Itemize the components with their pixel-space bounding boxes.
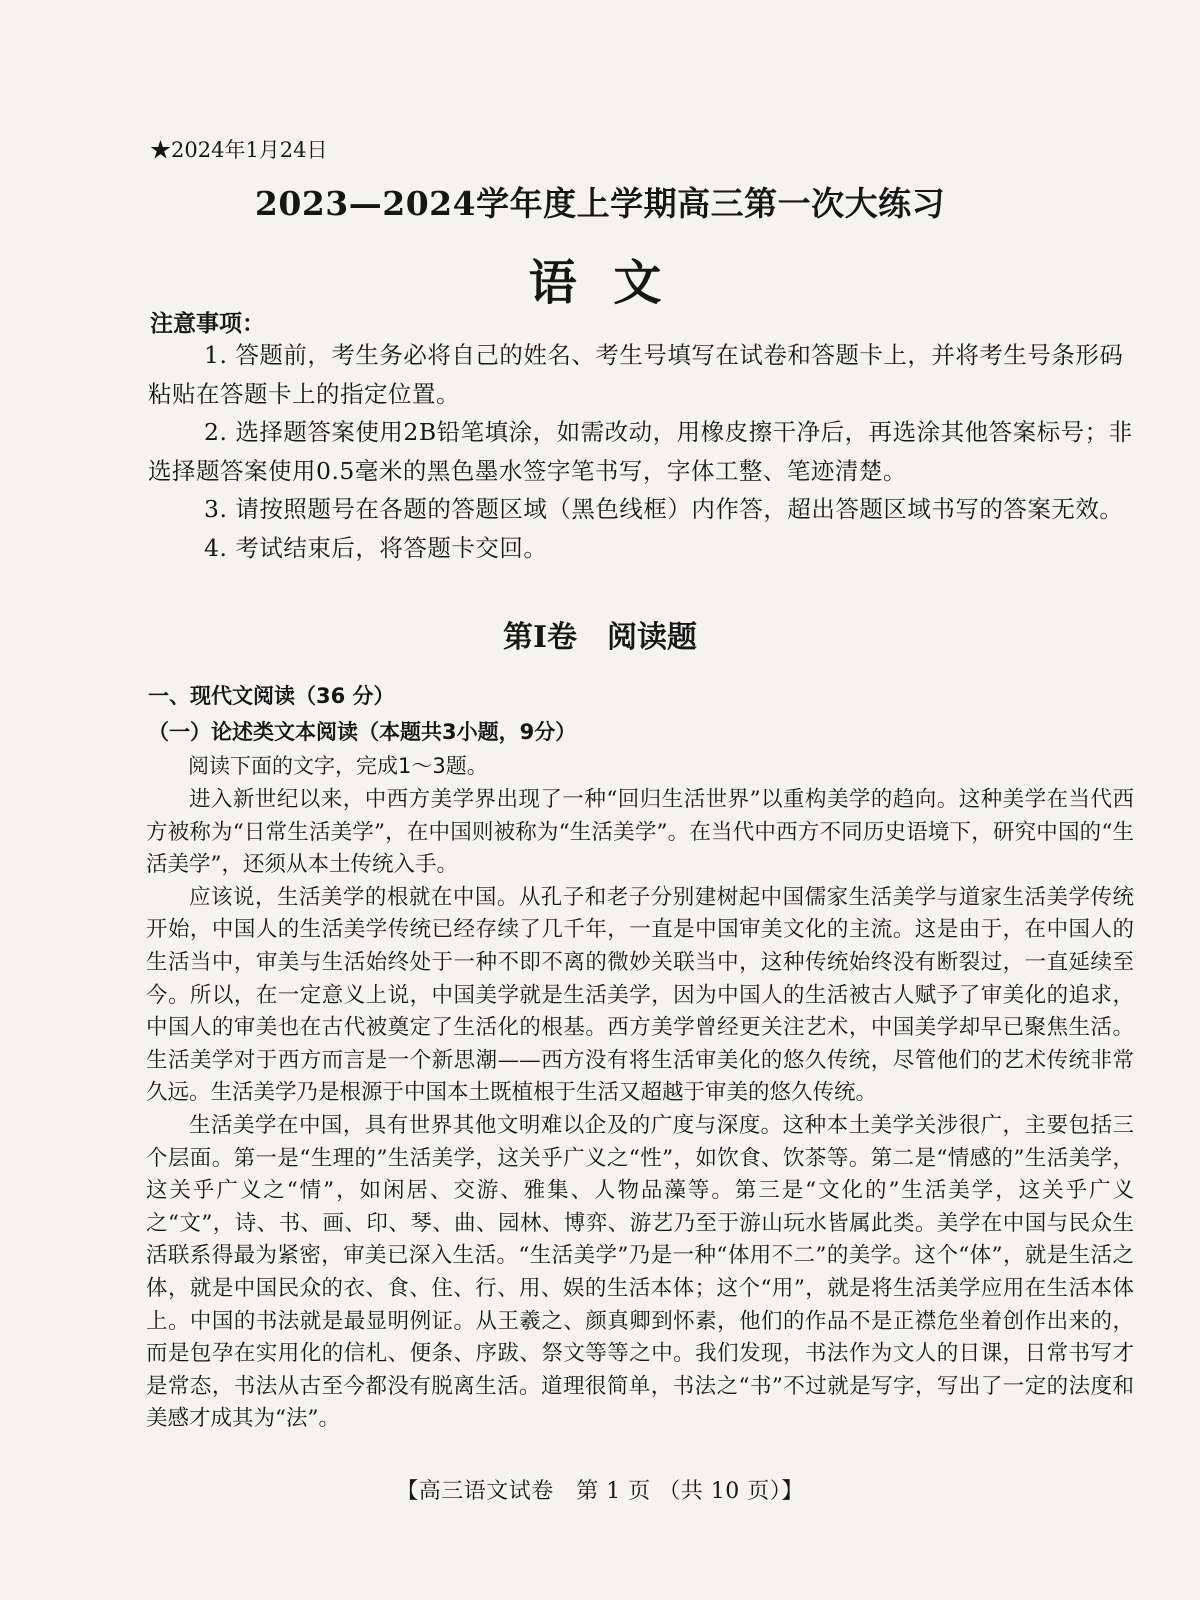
notice-item: 3. 请按照题号在各题的答题区域（黑色线框）内作答，超出答题区域书写的答案无效。 — [204, 495, 1124, 523]
page-footer: 【高三语文试卷 第 1 页 （共 10 页）】 — [396, 1479, 804, 1504]
passage-paragraph: 应该说，生活美学的根就在中国。从孔子和老子分别建树起中国儒家生活美学与道家生活美学传统开始，中国人的生活美学传统已经存续了几千年，一直是中国审美文化的主流。这是由于，在中国人的生活当中，审美与生活始终处于一种不即不离的微妙关联当中，这种传统始终没有断裂过，一直延续至今。所以，在一定意义上说，中国美学就是生活美学，因为中国人的生活被古人赋予了审美化的追求，中国人的审美也在古代被奠定了生活化的根基。西方美学曾经更关注艺术，中国美学却早已聚焦生活。生活美学对于西方而言是一个新思潮——西方没有将生活审美化的悠久传统，尽管他们的艺术传统非常久远。生活美学乃是根源于中国本土既植根于生活又超越于审美的悠久传统。 — [146, 884, 1134, 1106]
exam-date: ★2024年1月24日 — [150, 138, 328, 162]
part-title: 一、现代文阅读（36 分） — [148, 684, 395, 708]
sub-title: （一）论述类文本阅读（本题共3小题，9分） — [148, 720, 577, 744]
notice-item: 4. 考试结束后，将答题卡交回。 — [204, 533, 548, 562]
notice-item: 1. 答题前，考生务必将自己的姓名、考生号填写在试卷和答题卡上，并将考生号条形码粘贴在答题卡上的指定位置。 — [148, 341, 1124, 408]
passage-paragraph: 生活美学在中国，具有世界其他文明难以企及的广度与深度。这种本土美学关涉很广，主要包括三个层面。第一是“生理的”生活美学，这关乎广义之“性”，如饮食、饮茶等。第二是“情感的”生活美学，这关乎广义之“情”，如闲居、交游、雅集、人物品藻等。第三是“文化的”生活美学，这关乎广义之“文”，诗、书、画、印、琴、曲、园林、博弈、游艺乃至于游山玩水皆属此类。美学在中国与民众生活联系得最为紧密，审美已深入生活。“生活美学”乃是一种“体用不二”的美学。这个“体”，就是生活之体，就是中国民众的衣、食、住、行、用、娱的生活本体；这个“用”，就是将生活美学应用在生活本体上。中国的书法就是最显明例证。从王羲之、颜真卿到怀素，他们的作品不是正襟危坐着创作出来的，而是包孕在实用化的信札、便条、序跋、祭文等等之中。我们发现，书法作为文人的日课，日常书写才是常态，书法从古至今都没有脱离生活。道理很简单，书法之“书”不过就是写字，写出了一定的法度和美感才成其为“法”。 — [146, 1112, 1134, 1432]
reading-instruction: 阅读下面的文字，完成1～3题。 — [188, 754, 488, 778]
reading-passage — [146, 784, 1134, 1436]
exam-subject: 语 文 — [528, 255, 672, 311]
notice-heading: 注意事项： — [150, 311, 265, 337]
notice-item: 2. 选择题答案使用2B铅笔填涂，如需改动，用橡皮擦干净后，再选涂其他答案标号；非选择题答案使用0.5毫米的黑色墨水签字笔书写，字体工整、笔迹清楚。 — [148, 418, 1133, 485]
exam-title: 2023—2024学年度上学期高三第一次大练习 — [254, 184, 946, 223]
notice-list — [148, 336, 1140, 567]
section-title: 第Ⅰ卷 阅读题 — [502, 620, 698, 655]
passage-paragraph: 进入新世纪以来，中西方美学界出现了一种“回归生活世界”以重构美学的趋向。这种美学在当代西方被称为“日常生活美学”，在中国则被称为“生活美学”。在当代中西方不同历史语境下，研究中国的“生活美学”，还须从本土传统入手。 — [146, 787, 1134, 878]
